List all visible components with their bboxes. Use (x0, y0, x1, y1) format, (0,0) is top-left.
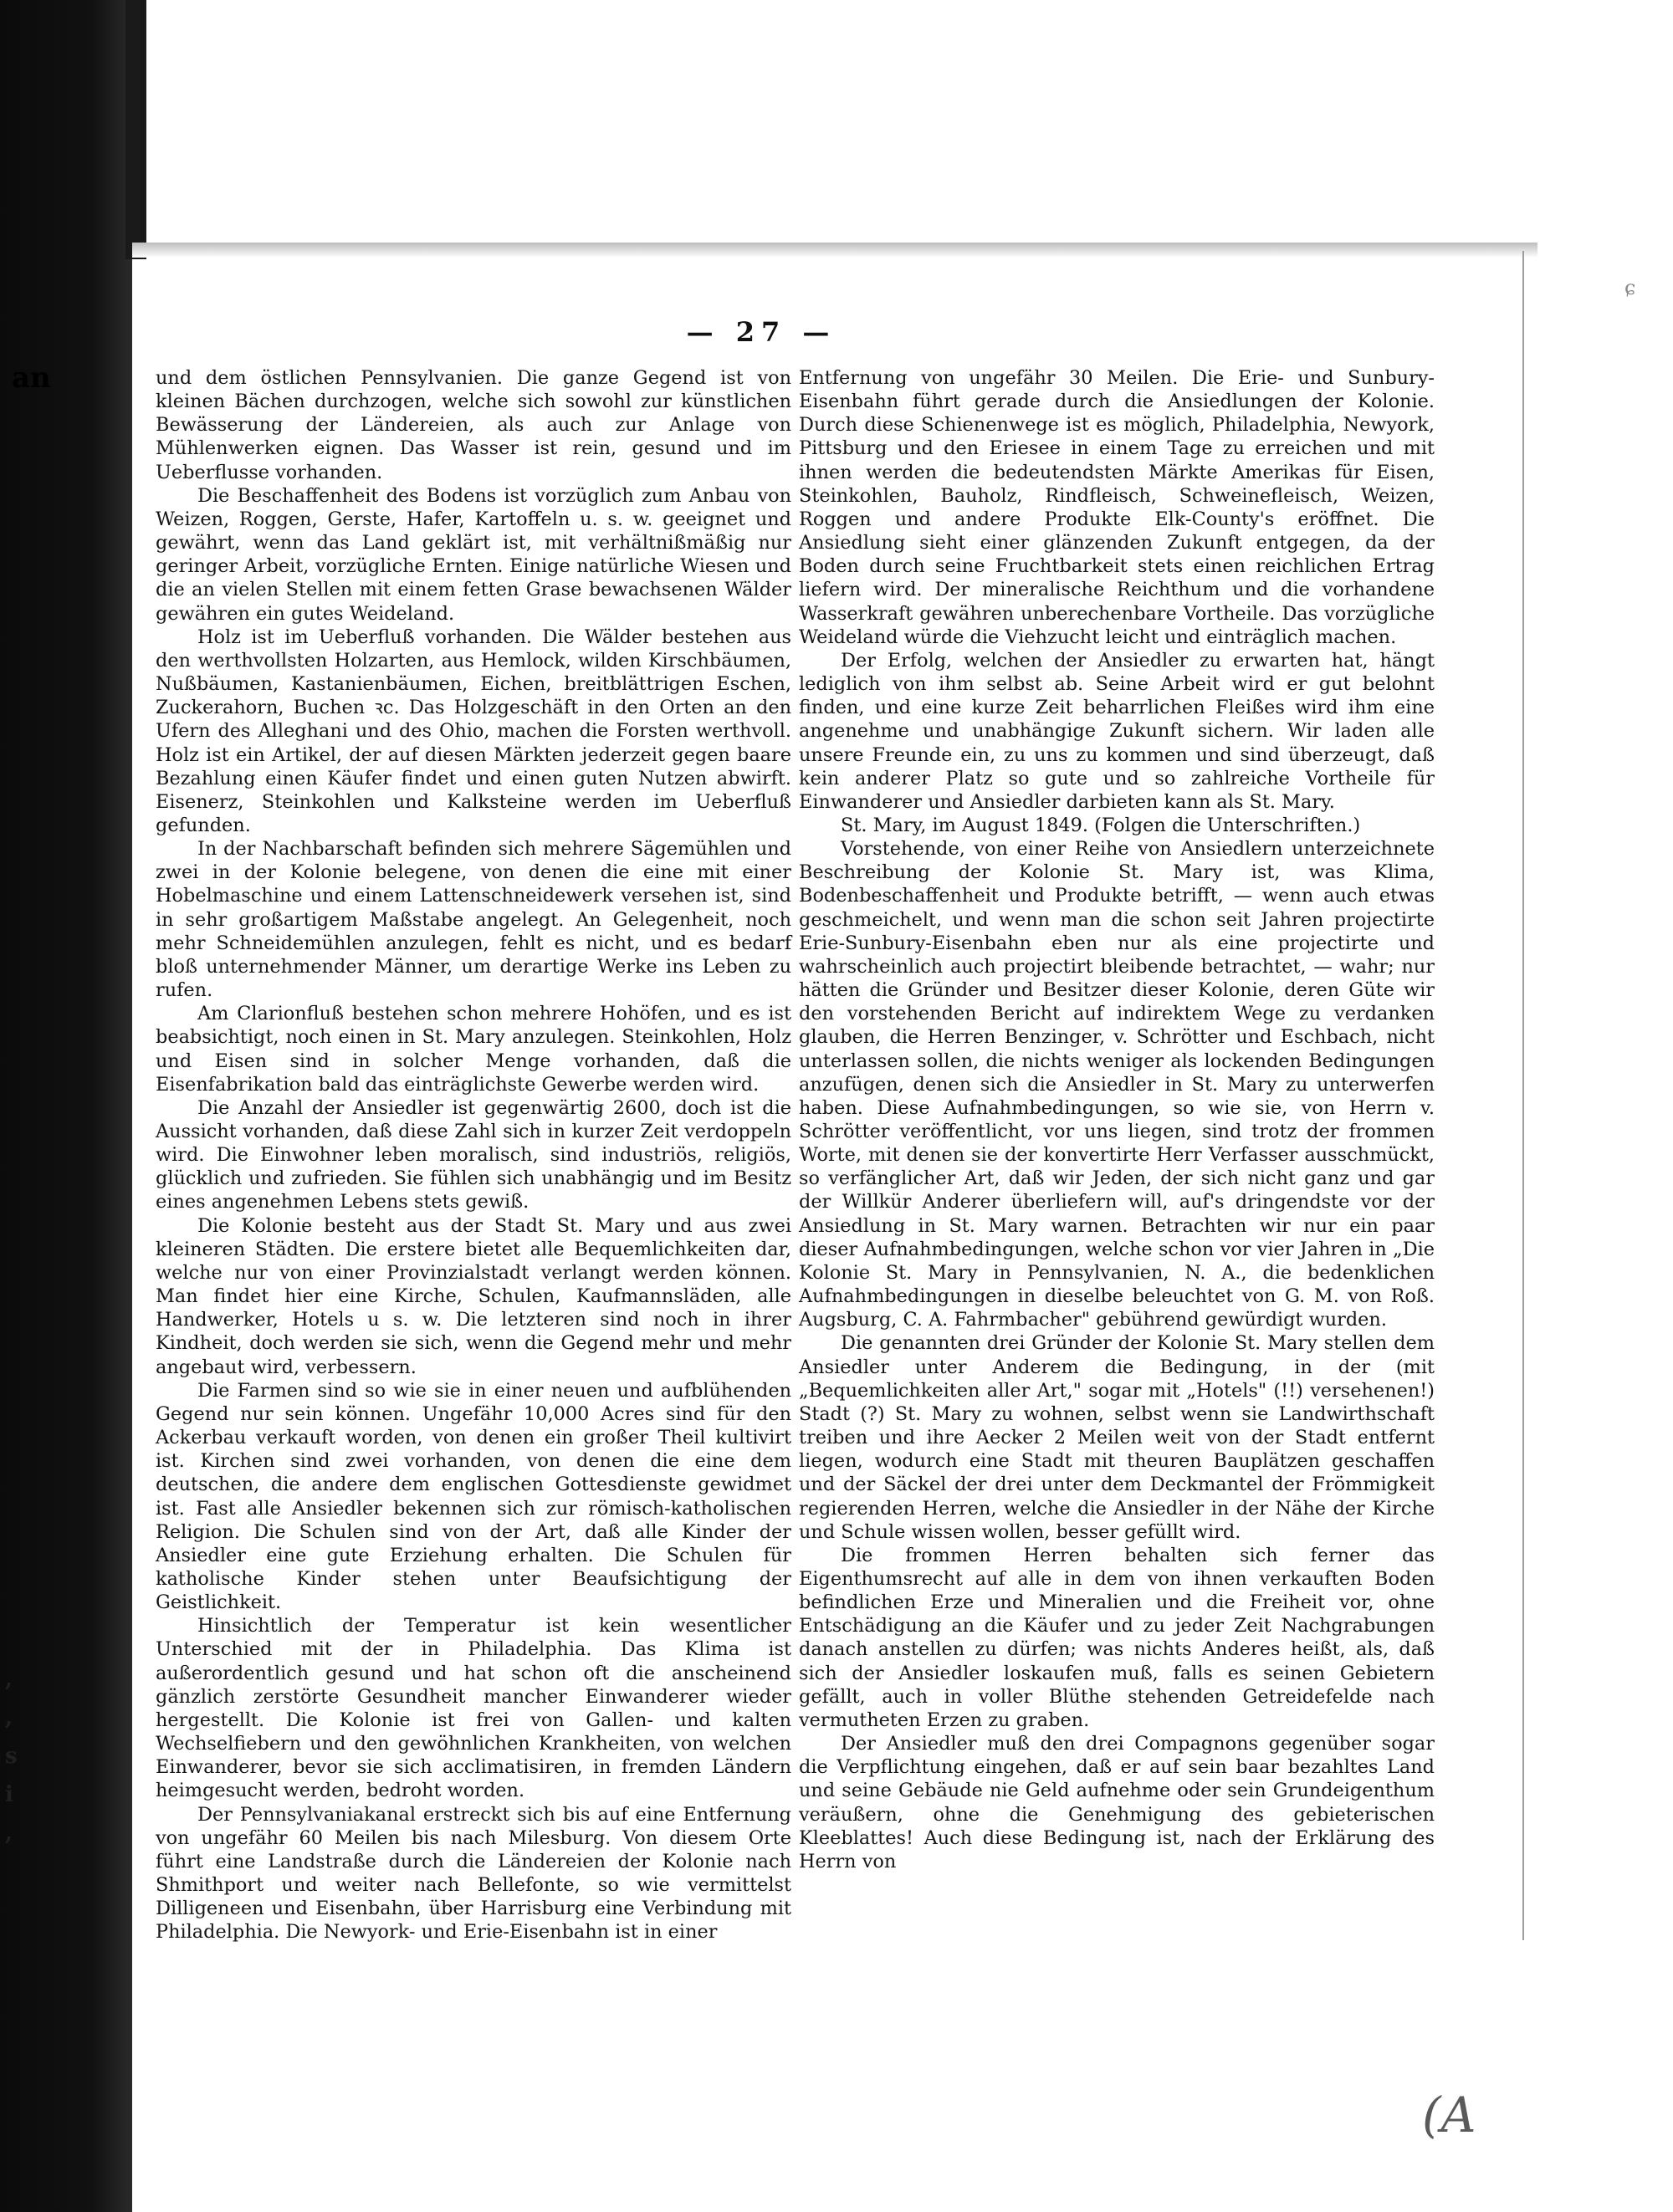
paragraph: Die Farmen sind so wie sie in einer neuen und aufblühenden Gegend nur sein können. Ungefähr 10,000 Acres sind für den Ackerbau verkauft worden, von denen ein großer Theil kultivirt ist. Kirchen sind zwei vorhanden, von denen die eine dem deutschen, die andere dem englischen Gottesdienste gewidmet ist. Fast alle Ansiedler bekennen sich zur römisch-katholischen Religion. Die Schulen sind von der Art, daß alle Kinder der Ansiedler eine gute Erziehung erhalten. Die Schulen für katholische Kinder stehen unter Beaufsichtigung der Geistlichkeit. (156, 1379, 791, 1614)
scan-corner-strip (125, 0, 146, 259)
paragraph: Holz ist im Ueberfluß vorhanden. Die Wälder bestehen aus den werthvollsten Holzarten, aus Hemlock, wilden Kirschbäumen, Nußbäumen, Kastanienbäumen, Eichen, breitblättrigen Eschen, Zuckerahorn, Buchen ꝛc. Das Holzgeschäft in den Orten an den Ufern des Alleghani und des Ohio, machen die Forsten werthvoll. Holz ist ein Artikel, der auf diesen Märkten jederzeit gegen baare Bezahlung einen Käufer findet und einen guten Nutzen abwirft. Eisenerz, Steinkohlen und Kalksteine werden im Ueberfluß gefunden. (156, 626, 791, 836)
paragraph: Am Clarionfluß bestehen schon mehrere Hohöfen, und es ist beabsichtigt, noch einen in St. Mary anzulegen. Steinkohlen, Holz und Eisen sind in solcher Menge vorhanden, daß die Eisenfabrikation bald das einträglichste Gewerbe werden wird. (156, 1003, 791, 1096)
page-number: — 27 — (686, 316, 836, 348)
paragraph: Die genannten drei Gründer der Kolonie St. Mary stellen dem Ansiedler unter Anderem die Bedingung, in der (mit „Bequemlichkeiten aller Art," sogar mit „Hotels" (!!) versehenen!) Stadt (?) St. Mary zu wohnen, selbst wenn sie Landwirthschaft treiben und ihre Aecker 2 Meilen weit von der Stadt entfernt liegen, wodurch eine Stadt mit theuren Bauplätzen geschaffen und der Säckel der drei unter dem Deckmantel der Frömmigkeit regierenden Herren, welche die Ansiedler in der Nähe der Kirche und Schule wissen wollen, besser gefüllt wird. (799, 1332, 1435, 1543)
paragraph: In der Nachbarschaft befinden sich mehrere Sägemühlen und zwei in der Kolonie belegene, von denen die eine mit einer Hobelmaschine und einem Lattenschneidewerk versehen ist, sind in sehr großartigem Maßstabe angelegt. An Gelegenheit, noch mehr Schneidemühlen anzulegen, fehlt es nicht, und es bedarf bloß unternehmender Männer, um derartige Werke ins Leben zu rufen. (156, 838, 791, 1002)
paragraph: und dem östlichen Pennsylvanien. Die ganze Gegend ist von kleinen Bächen durchzogen, welche sich sowohl zur künstlichen Bewässerung der Ländereien, als auch zur Anlage von Mühlenwerken eignen. Das Wasser ist rein, gesund und im Ueberflusse vorhanden. (156, 367, 791, 483)
paragraph: Die Beschaffenheit des Bodens ist vorzüglich zum Anbau von Weizen, Roggen, Gerste, Hafer, Kartoffeln u. s. w. geeignet und gewährt, wenn das Land geklärt ist, mit verhältnißmäßig nur geringer Arbeit, vorzügliche Ernten. Einige natürliche Wiesen und die an vielen Stellen mit einem fetten Grase bewachsenen Wälder gewähren ein gutes Weideland. (156, 484, 791, 625)
handwritten-mark: (A (1422, 2087, 1476, 2143)
paragraph: Vorstehende, von einer Reihe von Ansiedlern unterzeichnete Beschreibung der Kolonie St. Mary ist, was Klima, Bodenbeschaffenheit und Produkte betrifft, — wenn auch etwas geschmeichelt, und wenn man die schon seit Jahren projectirte Erie-Sunbury-Eisenbahn eben nur als eine projectirte und wahrscheinlich auch projectirt bleibende betrachtet, — wahr; nur hätten die Gründer und Besitzer dieser Kolonie, deren Güte wir den vorstehenden Bericht auf indirektem Wege zu verdanken glauben, die Herren Benzinger, v. Schrötter und Eschbach, nicht unterlassen sollen, die nichts weniger als lockenden Bedingungen anzufügen, denen sich die Ansiedler in St. Mary zu unterwerfen haben. Diese Aufnahmbedingungen, so wie sie, von Herrn v. Schrötter veröffentlicht, vor uns liegen, sind trotz der frommen Worte, mit denen sie der konvertirte Herr Verfasser ausschmückt, so verfänglicher Art, daß wir Jeden, der sich nicht ganz und gar der Willkür Anderer überliefern will, auf's dringendste vor der Ansiedlung in St. Mary warnen. Betrachten wir nur ein paar dieser Aufnahmbedingungen, welche schon vor vier Jahren in „Die Kolonie St. Mary in Pennsylvanien, N. A., die bedenklichen Aufnahmbedingungen in dieselbe beleuchtet von G. M. von Roß. Augsburg, C. A. Fahrmbacher" gebührend gewürdigt wurden. (799, 838, 1435, 1331)
right-column (799, 366, 1435, 1873)
paragraph: Entfernung von ungefähr 30 Meilen. Die Erie- und Sunbury-Eisenbahn führt gerade durch die Ansiedlungen der Kolonie. Durch diese Schienenwege ist es möglich, Philadelphia, Newyork, Pittsburg und den Eriesee in einem Tage zu erreichen und mit ihnen werden die bedeutendsten Märkte Amerikas für Eisen, Steinkohlen, Bauholz, Rindfleisch, Schweinefleisch, Weizen, Roggen und andere Produkte Elk-County's eröffnet. Die Ansiedlung sieht einer glänzenden Zukunft entgegen, da der Boden durch seine Fruchtbarkeit stets einen reichlichen Ertrag liefern wird. Der mineralische Reichthum und die vorhandene Wasserkraft gewähren unberechenbare Vortheile. Das vorzügliche Weideland würde die Viehzucht leicht und einträglich machen. (799, 367, 1435, 648)
paragraph: Der Pennsylvaniakanal erstreckt sich bis auf eine Entfernung von ungefähr 60 Meilen bis nach Milesburg. Von diesem Orte führt eine Landstraße durch die Ländereien der Kolonie nach Shmithport und weiter nach Bellefonte, so wie vermittelst Dilligeneen und Eisenbahn, über Harrisburg eine Verbindung mit Philadelphia. Die Newyork- und Erie-Eisenbahn ist in einer (156, 1803, 791, 1944)
paragraph: Hinsichtlich der Temperatur ist kein wesentlicher Unterschied mit der in Philadelphia. Das Klima ist außerordentlich gesund und hat schon oft die anscheinend gänzlich zerstörte Gesundheit mancher Einwanderer wieder hergestellt. Die Kolonie ist frei von Gallen- und kalten Wechselfiebern und den gewöhnlichen Krankheiten, von welchen Einwanderer, bevor sie sich acclimatisiren, in fremden Ländern heimgesucht werden, bedroht worden. (156, 1615, 791, 1802)
scan-dark-edge (0, 0, 132, 2212)
corner-mark: ɕ (1624, 276, 1636, 299)
page-top-shadow (132, 243, 1537, 258)
paragraph: Der Ansiedler muß den drei Compagnons gegenüber sogar die Verpflichtung eingehen, daß er auf sein baar bezahltes Land und seine Gebäude nie Geld aufnehme oder sein Grundeigenthum veräußern, ohne die Genehmigung des gebieterischen Kleeblattes! Auch diese Bedingung ist, nach der Erklärung des Herrn von (799, 1733, 1435, 1872)
page-right-edge (1522, 251, 1524, 1940)
margin-marks: , , s i , (5, 1667, 18, 1846)
paragraph: Der Erfolg, welchen der Ansiedler zu erwarten hat, hängt lediglich von ihm selbst ab. Seine Arbeit wird er gut belohnt finden, und eine kurze Zeit beharrlichen Fleißes wird ihm eine angenehme und unabhängige Zukunft sichern. Wir laden alle unsere Freunde ein, zu uns zu kommen und sind überzeugt, daß kein anderer Platz so gute und so zahlreiche Vortheile für Einwanderer und Ansiedler darbieten kann als St. Mary. (799, 649, 1435, 813)
paragraph: Die Anzahl der Ansiedler ist gegenwärtig 2600, doch ist die Aussicht vorhanden, daß diese Zahl sich in kurzer Zeit verdoppeln wird. Die Einwohner leben moralisch, sind industriös, religiös, glücklich und zufrieden. Sie fühlen sich unabhängig und im Besitz eines angenehmen Lebens stets gewiß. (156, 1096, 791, 1213)
paragraph: Die Kolonie besteht aus der Stadt St. Mary und aus zwei kleineren Städten. Die erstere bietet alle Bequemlichkeiten dar, welche nur von einer Provinzialstadt verlangt werden können. Man findet hier eine Kirche, Schulen, Kaufmannsläden, alle Handwerker, Hotels u s. w. Die letzteren sind noch in ihrer Kindheit, doch werden sie sich, wenn die Gegend mehr und mehr angebaut wird, verbessern. (156, 1214, 791, 1378)
left-column (156, 366, 791, 1944)
dateline: St. Mary, im August 1849. (Folgen die Unterschriften.) (841, 814, 1361, 836)
margin-text-fragment: an (12, 361, 51, 395)
paragraph: Die frommen Herren behalten sich ferner das Eigenthumsrecht auf alle in dem von ihnen verkauften Boden befindlichen Erze und Mineralien und die Freiheit vor, ohne Entschädigung an die Käufer und zu jeder Zeit Nachgrabungen danach anstellen zu dürfen; was nichts Anderes heißt, als, daß sich der Ansiedler loskaufen muß, falls es seinen Gebietern gefällt, auch in voller Blüthe stehenden Getreidefelde nach vermutheten Erzen zu graben. (799, 1544, 1435, 1731)
